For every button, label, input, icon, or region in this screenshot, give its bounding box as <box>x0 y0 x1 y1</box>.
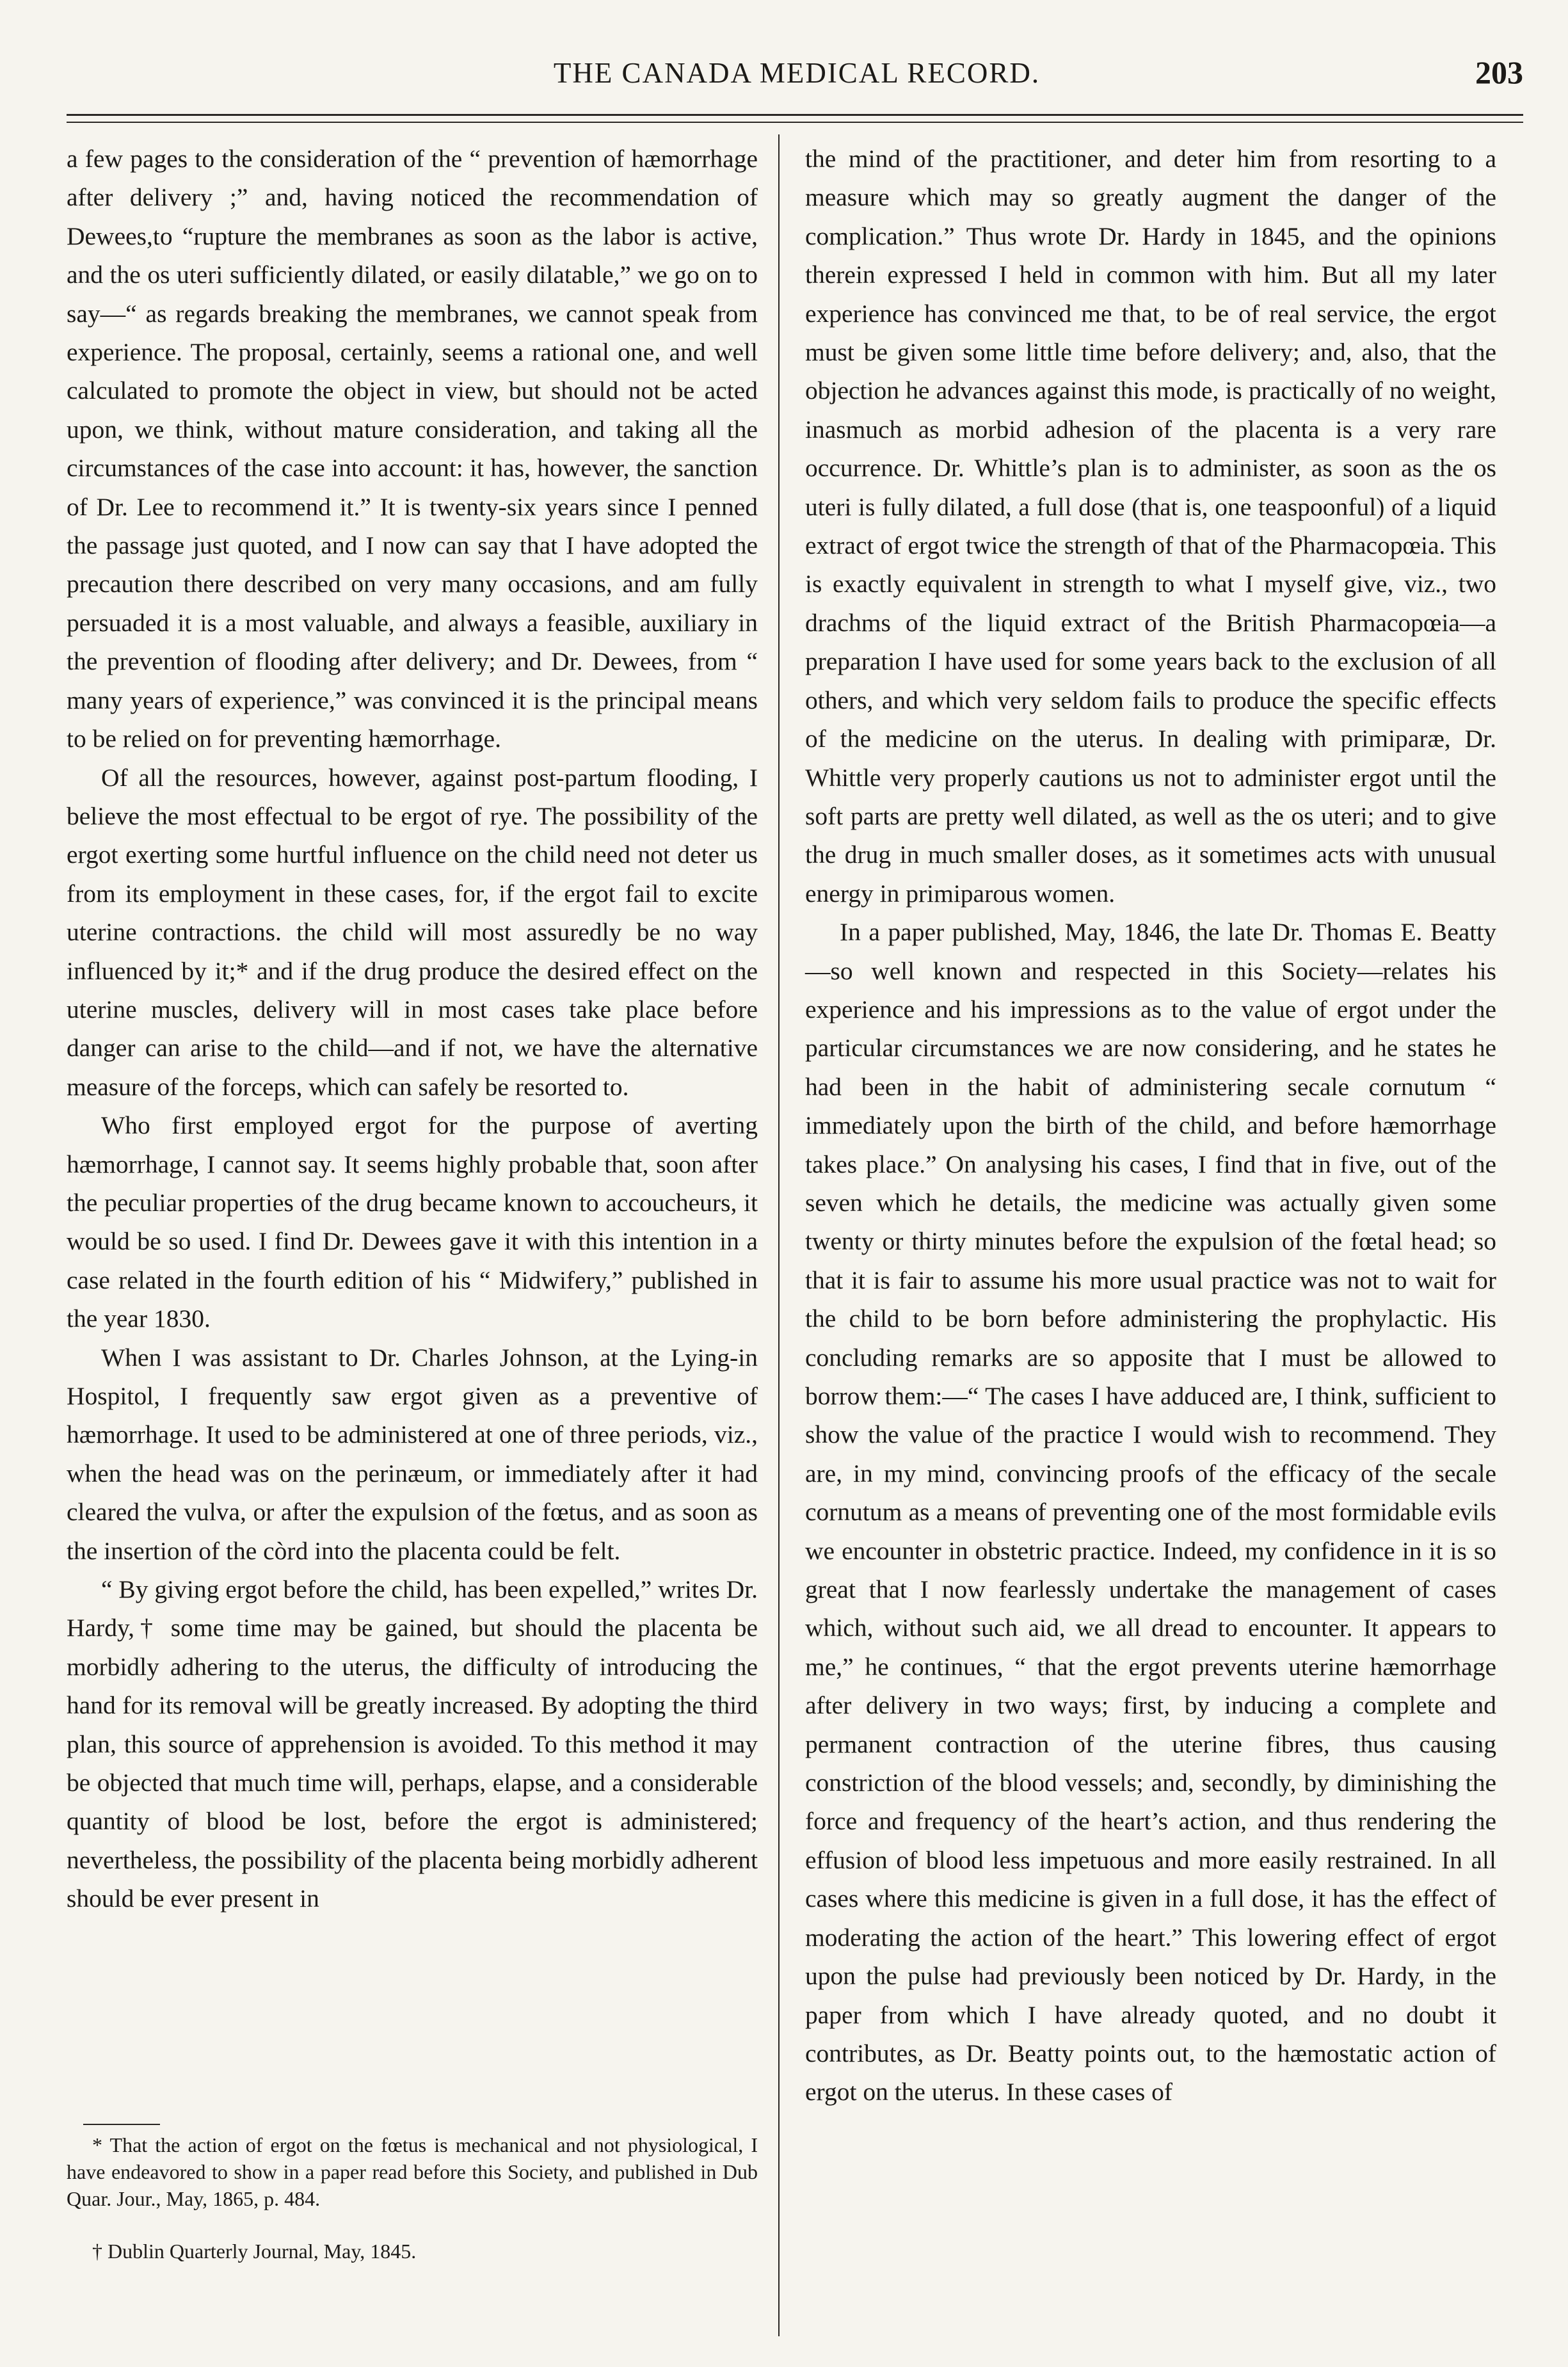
paragraph: Who first employed ergot for the purpose of averting hæmorrhage, I cannot say. It seems highly probable that, soon after the peculiar properties of the drug became known to accoucheurs, it would be so used. I find Dr. Dewees gave it with this intention in a case related in the fourth edition of his “ Midwifery,” published in the year 1830. <box>67 1111 758 1333</box>
page-number: 203 <box>1475 54 1523 90</box>
running-title: THE CANADA MEDICAL RECORD. <box>553 57 1041 89</box>
paragraph: the mind of the practitioner, and deter him from resorting to a measure which may so greatly augment the danger of the complication.” Thus wrote Dr. Hardy in 1845, and the opinions therein expressed I held in common with him. But all my later experience has convinced me that, to be of real service, the ergot must be given some little time before delivery; and, also, that the objection he advances against this mode, is practically of no weight, inasmuch as morbid adhesion of the placenta is a very rare occurrence. Dr. Whittle’s plan is to administer, as soon as the os uteri is fully dilated, a full dose (that is, one teaspoonful) of a liquid extract of ergot twice the strength of that of the Pharmacopœia. This is exactly equivalent in strength to what I myself give, viz., two drachms of the liquid extract of the British Pharmacopœia—a preparation I have used for some years back to the exclusion of all others, and which very seldom fails to produce the specific effects of the medicine on the uterus. In dealing with primiparæ, Dr. Whittle very properly cautions us not to administer ergot until the soft parts are pretty well dilated, as well as the os uteri; and to give the drug in much smaller doses, as it sometimes acts with unusual energy in primiparous women. <box>805 145 1496 908</box>
paragraph: Of all the resources, however, against post-partum flooding, I believe the most effectual to be ergot of rye. The possibility of the ergot exerting some hurtful influence on the child need not deter us from its employment in these cases, for, if the ergot fail to excite uterine contractions. the child will most assuredly be no way influenced by it;* and if the drug produce the desired effect on the uterine muscles, delivery will in most cases take place before danger can arise to the child—and if not, we have the alternative measure of the forceps, which can safely be resorted to. <box>67 763 758 1101</box>
right-column <box>805 140 1496 2112</box>
footnotes <box>67 2131 758 2265</box>
paragraph: “ By giving ergot before the child, has been expelled,” writes Dr. Hardy,† some time may be gained, but should the placenta be morbidly adhering to the uterus, the difficulty of introducing the hand for its removal will be greatly increased. By adopting the third plan, this source of apprehension is avoided. To this method it may be objected that much time will, perhaps, elapse, and a considerable quantity of blood be lost, before the ergot is administered; nevertheless, the possibility of the placenta being morbidly adherent should be ever present in <box>67 1575 758 1913</box>
header-rule-top <box>67 114 1523 116</box>
paragraph: a few pages to the consideration of the “ prevention of hæmorrhage after delivery ;” and, having noticed the recommendation of Dewees,to “rupture the membranes as soon as the labor is active, and the os uteri sufficiently dilated, or easily dilatable,” we go on to say—“ as regards breaking the membranes, we cannot speak from experience. The proposal, certainly, seems a rational one, and well calculated to promote the object in view, but should not be acted upon, we think, without mature consideration, and taking all the circumstances of the case into account: it has, however, the sanction of Dr. Lee to recommend it.” It is twenty-six years since I penned the passage just quoted, and I now can say that I have adopted the precaution there described on very many occasions, and am fully persuaded it is a most valuable, and always a feasible, auxiliary in the prevention of flooding after delivery; and Dr. Dewees, from “ many years of experience,” was convinced it is the principal means to be relied on for preventing hæmorrhage. <box>67 145 758 753</box>
footnote: † Dublin Quarterly Journal, May, 1845. <box>92 2240 417 2263</box>
header-rule-bottom <box>67 122 1523 123</box>
footnote-rule <box>83 2124 160 2125</box>
paragraph: In a paper published, May, 1846, the late Dr. Thomas E. Beatty—so well known and respected in this Society—relates his experience and his impressions as to the value of ergot under the particular circumstances we are now considering, and he states he had been in the habit of administering secale cornutum “ immediately upon the birth of the child, and before hæmorrhage takes place.” On analysing his cases, I find that in five, out of the seven which he details, the medicine was actually given some twenty or thirty minutes before the expulsion of the fœtal head; so that it is fair to assume his more usual practice was not to wait for the child to be born before administering the prophylactic. His concluding remarks are so apposite that I must be allowed to borrow them:—“ The cases I have adduced are, I think, sufficient to show the value of the practice I would wish to recommend. They are, in my mind, convincing proofs of the efficacy of the secale cornutum as a means of preventing one of the most formidable evils we encounter in obstetric practice. Indeed, my confidence in it is so great that I now fearlessly undertake the management of cases which, without such aid, we all dread to encounter. It appears to me,” he continues, “ that the ergot prevents uterine hæmorrhage after delivery in two ways; first, by inducing a complete and permanent contraction of the uterine fibres, thus causing constriction of the blood vessels; and, secondly, by diminishing the force and frequency of the heart’s action, and thus rendering the effusion of blood less impetuous and more easily restrained. In all cases where this medicine is given in a full dose, it has the effect of moderating the action of the heart.” This lowering effect of ergot upon the pulse had previously been noticed by Dr. Hardy, in the paper from which I have already quoted, and no doubt it contributes, as Dr. Beatty points out, to the hæmostatic action of ergot on the uterus. In these cases of <box>805 918 1496 2106</box>
page-header <box>70 50 1523 101</box>
column-divider <box>778 134 780 2336</box>
left-column <box>67 140 758 1918</box>
footnote: * That the action of ergot on the fœtus is mechanical and not physiological, I have endeavored to show in a paper read before this Society, and published in Dub Quar. Jour., May, 1865, p. 484. <box>67 2133 758 2210</box>
paragraph: When I was assistant to Dr. Charles Johnson, at the Lying-in Hospitol, I frequently saw ergot given as a preventive of hæmorrhage. It used to be administered at one of three periods, viz., when the head was on the perinæum, or immediately after it had cleared the vulva, or after the expulsion of the fœtus, and as soon as the insertion of the còrd into the placenta could be felt. <box>67 1343 758 1565</box>
